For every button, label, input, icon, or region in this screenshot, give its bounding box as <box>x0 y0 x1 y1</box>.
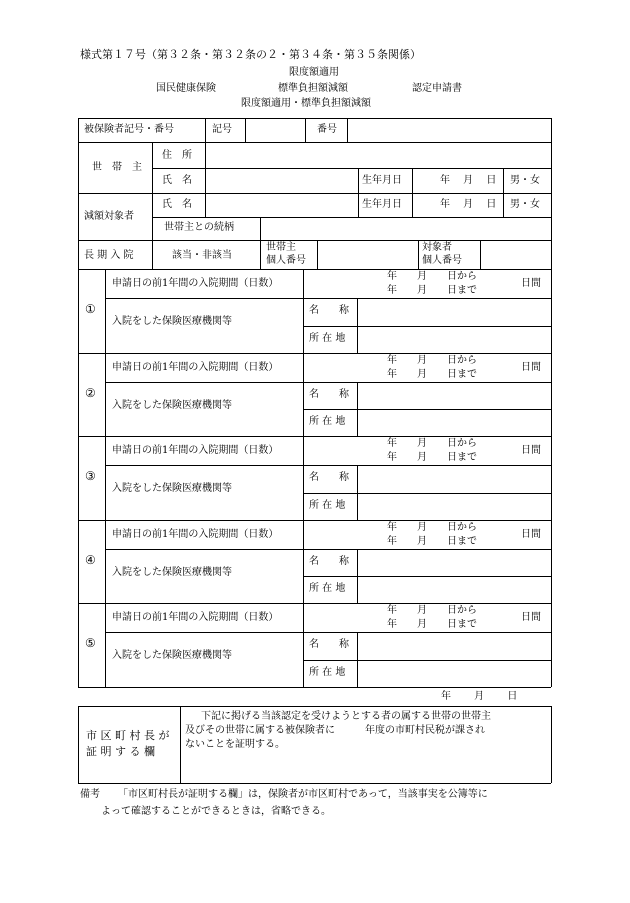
admission-marker: ② <box>85 386 96 400</box>
target-sex-select[interactable]: 男・女 <box>510 199 540 210</box>
institution-location-field[interactable] <box>358 577 550 602</box>
admission-marker: ⑤ <box>85 636 96 650</box>
head-dob-label: 生年月日 <box>362 175 402 186</box>
institution-label: 入院をした保険医療機関等 <box>112 400 232 411</box>
target-dob-label: 生年月日 <box>362 199 402 210</box>
institution-label: 入院をした保険医療機関等 <box>112 316 232 327</box>
institution-location-label: 所 在 地 <box>309 333 346 344</box>
period-label: 申請日の前1年間の入院期間（日数） <box>112 612 279 623</box>
form-number: 様式第１７号（第３２条・第３２条の２・第３４条・第３５条関係） <box>80 48 421 61</box>
long-term-option[interactable]: 該当・非該当 <box>172 250 232 261</box>
period-to: 年 月 日まで <box>387 619 477 630</box>
head-id-label1: 世帯主 <box>266 242 296 253</box>
insured-label: 被保険者記号・番号 <box>84 124 174 135</box>
period-days: 日間 <box>521 278 541 289</box>
period-label: 申請日の前1年間の入院期間（日数） <box>112 278 279 289</box>
title-mid: 標準負担額減額 <box>278 83 348 94</box>
remarks-line2: よって確認することができるときは，省略できる。 <box>101 806 331 817</box>
institution-location-field[interactable] <box>358 327 550 352</box>
head-address-field[interactable] <box>206 143 550 167</box>
institution-label: 入院をした保険医療機関等 <box>112 567 232 578</box>
head-sex-select[interactable]: 男・女 <box>510 175 540 186</box>
period-from: 年 月 日から <box>387 522 477 533</box>
period-from: 年 月 日から <box>387 355 477 366</box>
institution-name-label: 名 称 <box>309 472 349 483</box>
period-field[interactable] <box>304 270 384 297</box>
admission-marker: ④ <box>85 553 96 567</box>
period-days: 日間 <box>521 445 541 456</box>
period-field[interactable] <box>304 437 384 464</box>
symbol-label: 記号 <box>212 124 232 135</box>
symbol-field[interactable] <box>246 119 304 141</box>
period-field[interactable] <box>304 604 384 631</box>
address-label: 住 所 <box>162 150 192 161</box>
target-id-label1: 対象者 <box>422 242 452 253</box>
period-days: 日間 <box>521 529 541 540</box>
long-term-label: 長 期 入 院 <box>84 250 134 261</box>
period-to: 年 月 日まで <box>387 452 477 463</box>
period-days: 日間 <box>521 612 541 623</box>
title-line1: 限度額適用 <box>289 67 339 78</box>
head-dob-value: 年 月 日 <box>440 175 497 186</box>
target-name-label: 氏 名 <box>162 199 192 210</box>
institution-location-label: 所 在 地 <box>309 416 346 427</box>
institution-name-field[interactable] <box>358 466 550 492</box>
certification-text-1: 下記に掲げる当該認定を受けようとする者の属する世帯の世帯主 <box>201 711 491 722</box>
institution-name-label: 名 称 <box>309 639 349 650</box>
household-head-label: 世 帯 主 <box>92 162 142 173</box>
relationship-field[interactable] <box>261 218 550 239</box>
head-name-label: 氏 名 <box>162 175 192 186</box>
institution-name-label: 名 称 <box>309 556 349 567</box>
institution-location-field[interactable] <box>358 494 550 519</box>
period-days: 日間 <box>521 362 541 373</box>
institution-location-label: 所 在 地 <box>309 667 346 678</box>
admission-marker: ③ <box>85 469 96 483</box>
period-to: 年 月 日まで <box>387 369 477 380</box>
title-left: 国民健康保険 <box>156 83 216 94</box>
number-label: 番号 <box>317 124 337 135</box>
period-from: 年 月 日から <box>387 271 477 282</box>
period-from: 年 月 日から <box>387 605 477 616</box>
period-to: 年 月 日まで <box>387 285 477 296</box>
institution-location-field[interactable] <box>358 410 550 435</box>
institution-name-field[interactable] <box>358 383 550 408</box>
institution-location-label: 所 在 地 <box>309 500 346 511</box>
date-line: 年 月 日 <box>441 691 518 702</box>
certification-text-2: 及びその世帯に属する被保険者に 年度の市町村民税が課され <box>185 725 485 736</box>
relationship-label: 世帯主との続柄 <box>164 222 234 233</box>
title-right: 認定申請書 <box>412 83 462 94</box>
institution-location-field[interactable] <box>358 661 550 686</box>
head-id-label2: 個人番号 <box>266 255 306 266</box>
number-field[interactable] <box>348 119 550 141</box>
institution-name-label: 名 称 <box>309 305 349 316</box>
period-label: 申請日の前1年間の入院期間（日数） <box>112 529 279 540</box>
period-label: 申請日の前1年間の入院期間（日数） <box>112 362 279 373</box>
institution-name-field[interactable] <box>358 633 550 659</box>
institution-name-field[interactable] <box>358 550 550 575</box>
remarks-label: 備考 <box>80 789 100 800</box>
target-id-field[interactable] <box>481 241 550 268</box>
head-id-field[interactable] <box>318 241 417 268</box>
institution-location-label: 所 在 地 <box>309 583 346 594</box>
institution-name-label: 名 称 <box>309 389 349 400</box>
period-label: 申請日の前1年間の入院期間（日数） <box>112 445 279 456</box>
target-id-label2: 個人番号 <box>422 255 462 266</box>
admission-marker: ① <box>85 302 96 316</box>
period-field[interactable] <box>304 354 384 381</box>
head-name-field[interactable] <box>206 169 357 192</box>
certification-text-3: ないことを証明する。 <box>185 739 285 750</box>
period-field[interactable] <box>304 521 384 548</box>
institution-name-field[interactable] <box>358 299 550 325</box>
institution-label: 入院をした保険医療機関等 <box>112 483 232 494</box>
remarks-line1: 「市区町村長が証明する欄」は，保険者が市区町村であって，当該事実を公簿等に <box>118 789 488 800</box>
reduction-target-label: 減額対象者 <box>84 211 134 222</box>
certification-label-1: 市 区 町 村 長 が <box>86 729 170 742</box>
target-name-field[interactable] <box>206 194 357 216</box>
period-to: 年 月 日まで <box>387 536 477 547</box>
title-line3: 限度額適用・標準負担額減額 <box>241 98 371 109</box>
certification-label-2: 証 明 す る 欄 <box>86 745 155 758</box>
institution-label: 入院をした保険医療機関等 <box>112 650 232 661</box>
target-dob-value: 年 月 日 <box>440 199 497 210</box>
period-from: 年 月 日から <box>387 438 477 449</box>
